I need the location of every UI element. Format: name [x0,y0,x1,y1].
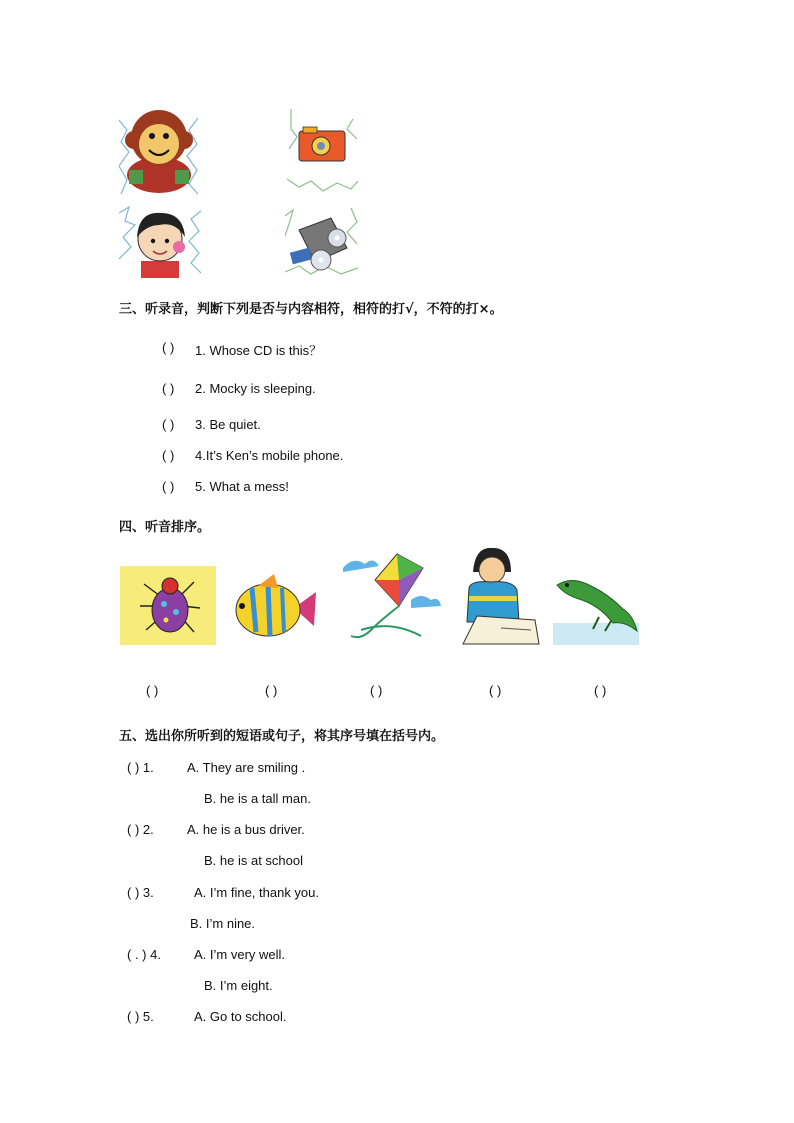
fish-picture [228,572,318,645]
option-b: B. he is a tall man. [204,791,311,806]
order-blank[interactable]: ( ) [265,683,278,698]
girl-picture [119,203,201,278]
answer-blank[interactable]: ( ) [162,340,175,355]
cd-picture [285,208,358,278]
statement-text: 4.It’s Ken’s mobile phone. [195,448,344,463]
option-a: A. I’m very well. [194,947,286,962]
answer-blank[interactable]: ( ) [162,381,175,396]
option-a: A. They are smiling . [187,760,306,775]
statement-text: 3. Be quiet. [195,417,261,432]
option-b: B. he is at school [204,853,303,868]
option-a: A. Go to school. [194,1009,287,1024]
order-blank[interactable]: ( ) [370,683,383,698]
section-5-heading: 五、选出你所听到的短语或句子，将其序号填在括号内。 [119,729,445,744]
statement-text: 5. What a mess! [195,479,289,494]
option-b: B. I’m nine. [190,916,256,931]
order-blank[interactable]: ( ) [594,683,607,698]
statement-text: 1. Whose CD is this？ [195,343,323,358]
section-4-heading: 四、听音排序。 [119,520,211,535]
monkey-picture [119,100,198,194]
kite-picture [341,550,442,645]
statement-text: 2. Mocky is sleeping. [195,381,316,396]
choice-number[interactable]: ( ) 5. [127,1009,154,1024]
answer-blank[interactable]: ( ) [162,479,175,494]
order-blank[interactable]: ( ) [489,683,502,698]
choice-number[interactable]: ( ) 2. [127,822,154,837]
choice-number[interactable]: ( ) 1. [127,760,154,775]
camera-picture [287,109,358,195]
choice-number[interactable]: ( . ) 4. [127,947,161,962]
crocodile-picture [553,565,639,645]
order-blank[interactable]: ( ) [146,683,159,698]
option-a: A. I’m fine, thank you. [194,885,320,900]
section-3-heading: 三、听录音，判断下列是否与内容相符，相符的打√，不符的打×。 [119,302,503,317]
option-a: A. he is a bus driver. [187,822,305,837]
option-b: B. I’m eight. [204,978,273,993]
answer-blank[interactable]: ( ) [162,448,175,463]
answer-blank[interactable]: ( ) [162,417,175,432]
beetle-picture [120,566,216,645]
choice-number[interactable]: ( ) 3. [127,885,154,900]
girl-writing-picture [461,544,541,645]
